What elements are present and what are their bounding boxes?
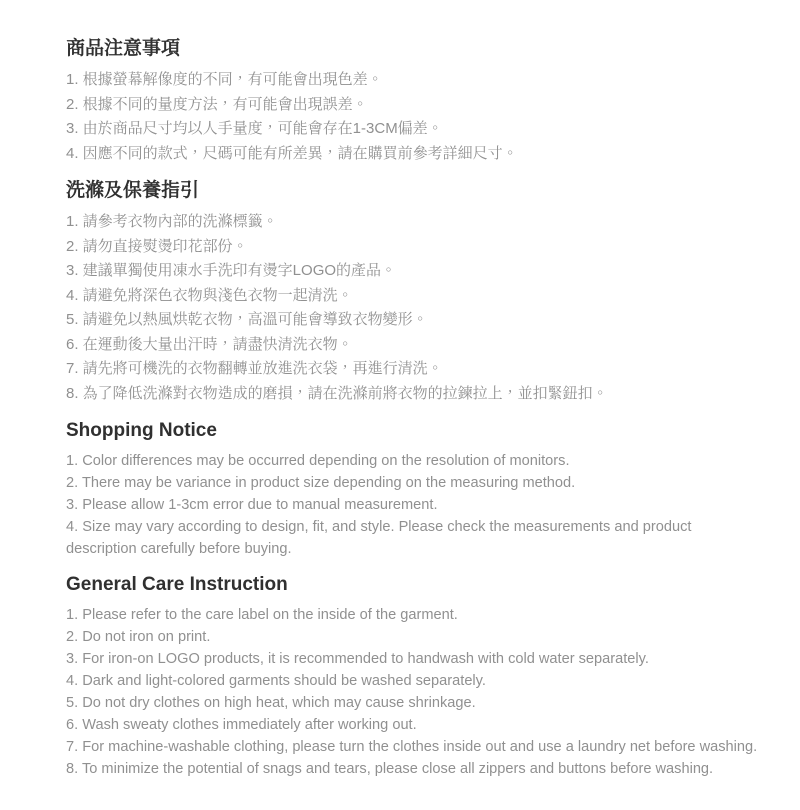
section-shopping-notice-heading: Shopping Notice (66, 420, 217, 441)
list-item: 3. 由於商品尺寸均以人手量度，可能會存在1-3CM偏差。 (66, 120, 443, 137)
section-washing-care-guide (66, 178, 766, 406)
list-item: 4. 因應不同的款式，尺碼可能有所差異，請在購買前參考詳細尺寸。 (66, 144, 518, 162)
section-shopping-notice (66, 418, 766, 560)
list-item: 1. Color differences may be occurred depending on the resolution of monitors. (66, 453, 570, 469)
list-item: 8. 為了降低洗滌對衣物造成的磨損，請在洗滌前將衣物的拉鍊拉上，並扣緊鈕扣。 (66, 384, 608, 402)
list-item: 6. Wash sweaty clothes immediately after working out. (66, 717, 417, 733)
section-washing-care-guide-items (66, 210, 766, 406)
list-item: 3. 建議單獨使用凍水手洗印有燙字LOGO的產品。 (66, 262, 397, 279)
list-item: 8. To minimize the potential of snags and tears, please close all zippers and buttons before washing. (66, 761, 714, 777)
section-washing-care-guide-heading: 洗滌及保養指引 (66, 180, 200, 201)
list-item: 4. 請避免將深色衣物與淺色衣物一起清洗。 (66, 286, 353, 304)
section-general-care-instruction-heading: General Care Instruction (66, 574, 288, 595)
list-item: 1. 根據螢幕解像度的不同，有可能會出現色差。 (66, 71, 383, 88)
list-item: 4. Size may vary according to design, fit, and style. Please check the measurements and product description carefully before buying. (66, 519, 692, 557)
section-general-care-instruction (66, 572, 766, 780)
list-item: 2. 根據不同的量度方法，有可能會出現誤差。 (66, 95, 368, 113)
list-item: 3. Please allow 1-3cm error due to manual measurement. (66, 497, 438, 513)
list-item: 2. There may be variance in product size depending on the measuring method. (66, 475, 576, 491)
section-product-notice-heading: 商品注意事項 (66, 38, 181, 59)
list-item: 5. 請避免以熱風烘乾衣物，高溫可能會導致衣物變形。 (66, 311, 428, 328)
list-item: 2. Do not iron on print. (66, 629, 211, 645)
section-product-notice (66, 36, 766, 166)
section-shopping-notice-items (66, 450, 766, 560)
list-item: 1. Please refer to the care label on the inside of the garment. (66, 607, 458, 623)
list-item: 2. 請勿直接熨燙印花部份。 (66, 237, 248, 255)
list-item: 1. 請參考衣物內部的洗滌標籤。 (66, 213, 278, 230)
list-item: 5. Do not dry clothes on high heat, which may cause shrinkage. (66, 695, 476, 711)
section-general-care-instruction-items (66, 604, 766, 780)
list-item: 7. For machine-washable clothing, please turn the clothes inside out and use a laundry net before washing. (66, 739, 758, 755)
section-product-notice-items (66, 68, 766, 166)
list-item: 4. Dark and light-colored garments should be washed separately. (66, 673, 486, 689)
list-item: 7. 請先將可機洗的衣物翻轉並放進洗衣袋，再進行清洗。 (66, 360, 443, 377)
list-item: 6. 在運動後大量出汗時，請盡快清洗衣物。 (66, 335, 353, 353)
list-item: 3. For iron-on LOGO products, it is recommended to handwash with cold water separately. (66, 651, 649, 667)
